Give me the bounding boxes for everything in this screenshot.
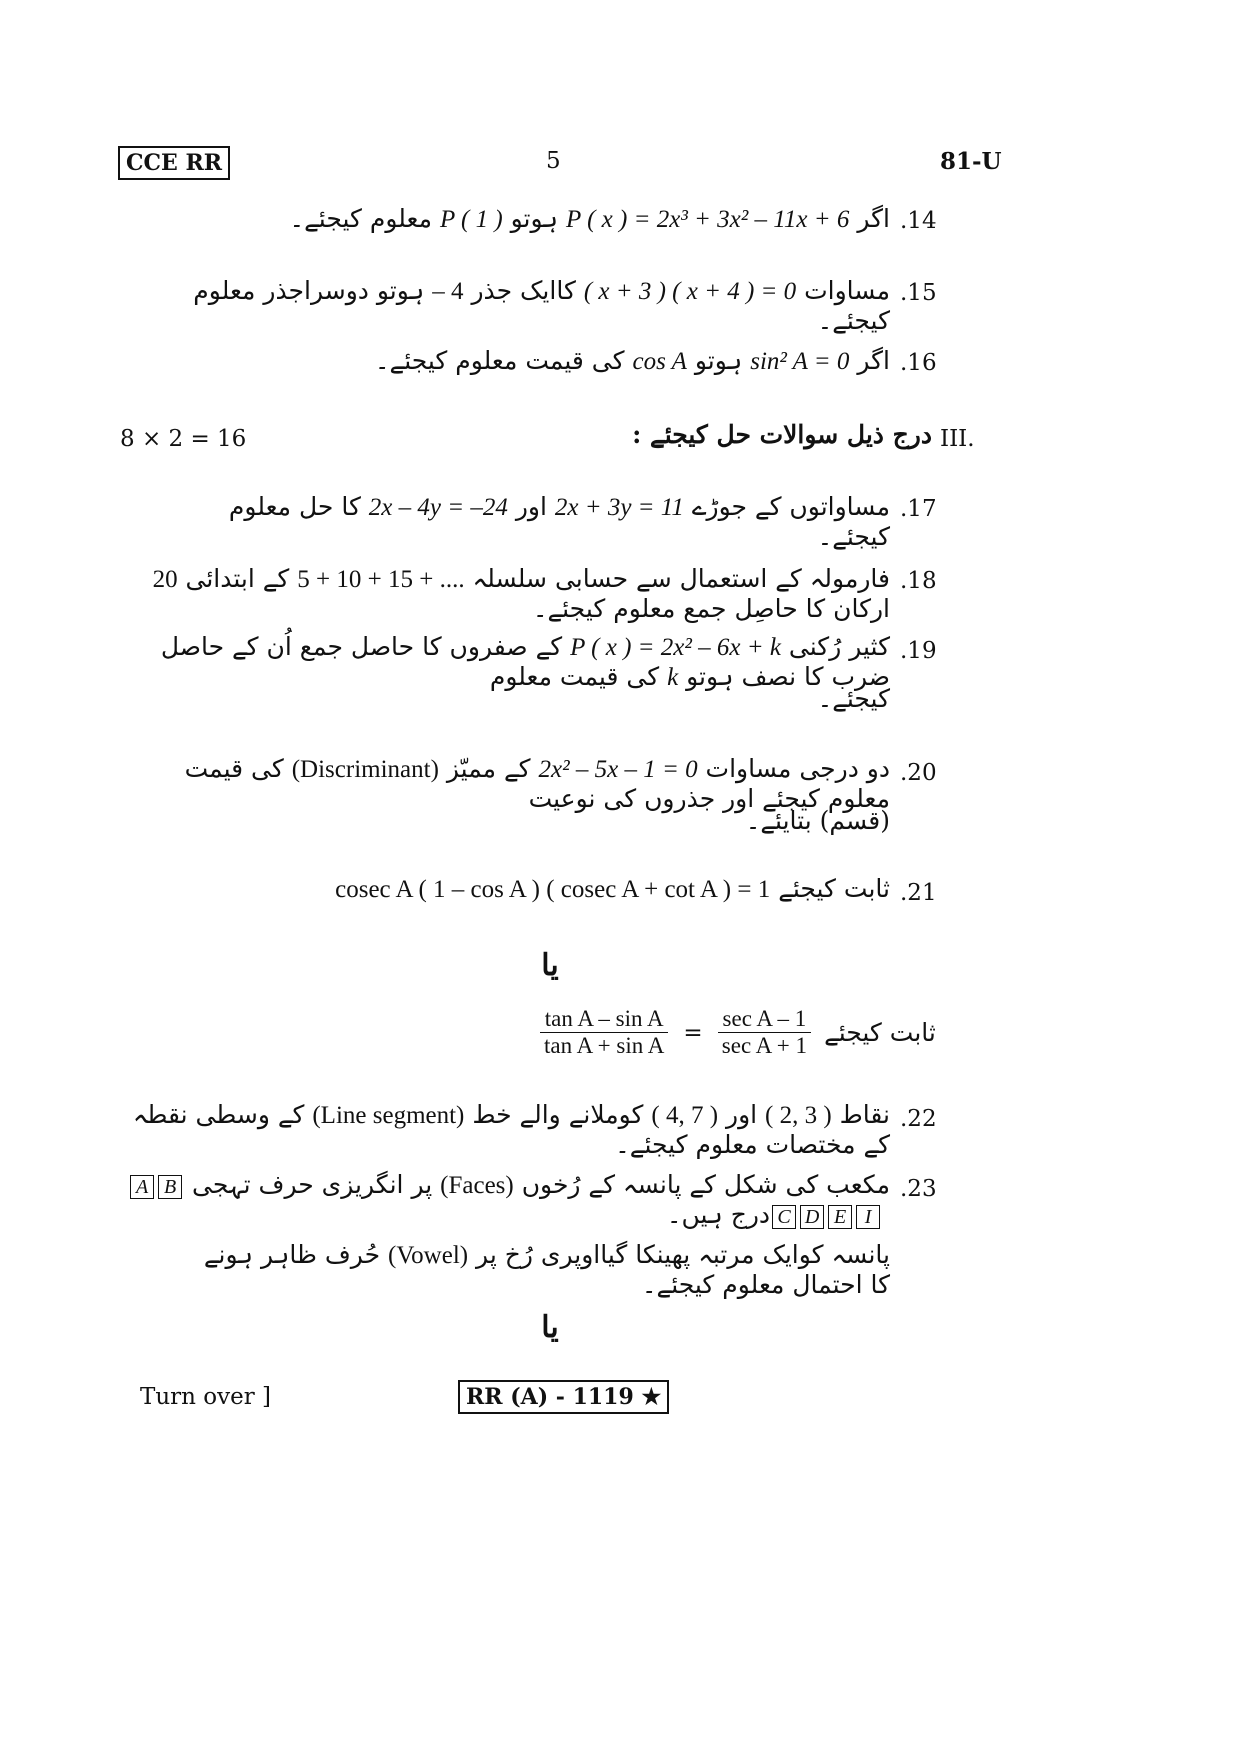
question-number-22: .22	[900, 1106, 937, 1132]
question-19-line2: کیجئے۔	[817, 684, 890, 713]
page-number: 5	[546, 148, 561, 174]
identity-proof: $\frac{\text{tan A – sin A}}{\text{tan A + sin A}}$ = $\frac{\text{sec A – 1}}{\text{sec A + 1}}$ ثابت کیجئے	[540, 1006, 936, 1059]
question-19: کثیر رُکنی P ( x ) = 2x² – 6x + k کے صفروں کا حاصل جمع اُن کے حاصل ضرب کا نصف ہوتو k کی قیمت معلوم	[160, 632, 890, 691]
die-letter: A	[130, 1175, 154, 1199]
question-number-14: .14	[900, 208, 937, 234]
question-number-23: .23	[900, 1176, 937, 1202]
question-number-21: .21	[900, 880, 937, 906]
question-number-15: .15	[900, 280, 937, 306]
identity-lhs: $\frac{\text{tan A – sin A}}{\text{tan A + sin A}}$	[540, 1006, 668, 1059]
die-letter: B	[158, 1175, 182, 1199]
header-code-box: CCE RR	[118, 146, 230, 180]
question-22: نقاط ( 2, 3 ) اور ( 4, 7 ) کوملانے والے خط (Line segment) کے وسطی نقطہ کے مختصات معلوم کیجئے۔	[132, 1100, 890, 1159]
question-18: فارمولہ کے استعمال سے حسابی سلسلہ 5 + 10 + 15 + .... کے ابتدائی 20 ارکان کا حاصِل جمع معلوم کیجئے۔	[152, 564, 890, 623]
die-letter: C	[772, 1205, 796, 1229]
turn-over-note: Turn over ]	[140, 1384, 272, 1410]
die-letter: E	[828, 1205, 852, 1229]
question-20-line2: (قسم) بتایئے۔	[745, 806, 890, 835]
section-roman: III.	[940, 426, 975, 452]
question-number-20: .20	[900, 760, 937, 786]
section-title: درج ذیل سوالات حل کیجئے :	[632, 420, 932, 449]
die-letter: I	[856, 1205, 880, 1229]
or-divider-1: یا	[541, 948, 559, 983]
question-number-16: .16	[900, 350, 937, 376]
or-divider-2: یا	[541, 1310, 559, 1345]
question-number-18: .18	[900, 568, 937, 594]
identity-rhs: $\frac{\text{sec A – 1}}{\text{sec A + 1}}$	[718, 1006, 811, 1059]
question-17: مساواتوں کے جوڑے 2x + 3y = 11 اور 2x – 4y = –24 کا حل معلوم کیجئے۔	[228, 492, 890, 551]
question-21: ثابت کیجئے cosec A ( 1 – cos A ) ( cosec A + cot A ) = 1	[335, 874, 890, 903]
question-number-17: .17	[900, 496, 937, 522]
question-16: اگر sin² A = 0 ہوتو cos A کی قیمت معلوم کیجئے۔	[374, 346, 890, 375]
paper-code: 81-U	[940, 148, 1002, 175]
footer-code-box: RR (A) - 1119 ★	[458, 1380, 669, 1414]
question-23: مکعب کی شکل کے پانسہ کے رُخوں (Faces) پر انگریزی حرف تہجی A BC D E I درج ہیں۔	[120, 1170, 890, 1229]
section-marks: 8 × 2 = 16	[120, 426, 247, 452]
question-20: دو درجی مساوات 2x² – 5x – 1 = 0 کے ممیّز (Discriminant) کی قیمت معلوم کیجئے اور جذروں کی نوعیت	[184, 754, 890, 813]
question-number-19: .19	[900, 638, 937, 664]
question-14: اگر P ( x ) = 2x³ + 3x² – 11x + 6 ہوتو P ( 1 ) معلوم کیجئے۔	[289, 204, 890, 233]
die-letter: D	[800, 1205, 824, 1229]
question-15: مساوات ( x + 3 ) ( x + 4 ) = 0 کاایک جذر – 4 ہوتو دوسراجذر معلوم کیجئے۔	[193, 276, 890, 335]
question-23-line2: پانسہ کوایک مرتبہ پھینکا گیااوپری رُخ پر (Vowel) حُرف ظاہر ہونے کا احتمال معلوم کیجئے۔	[203, 1240, 890, 1299]
